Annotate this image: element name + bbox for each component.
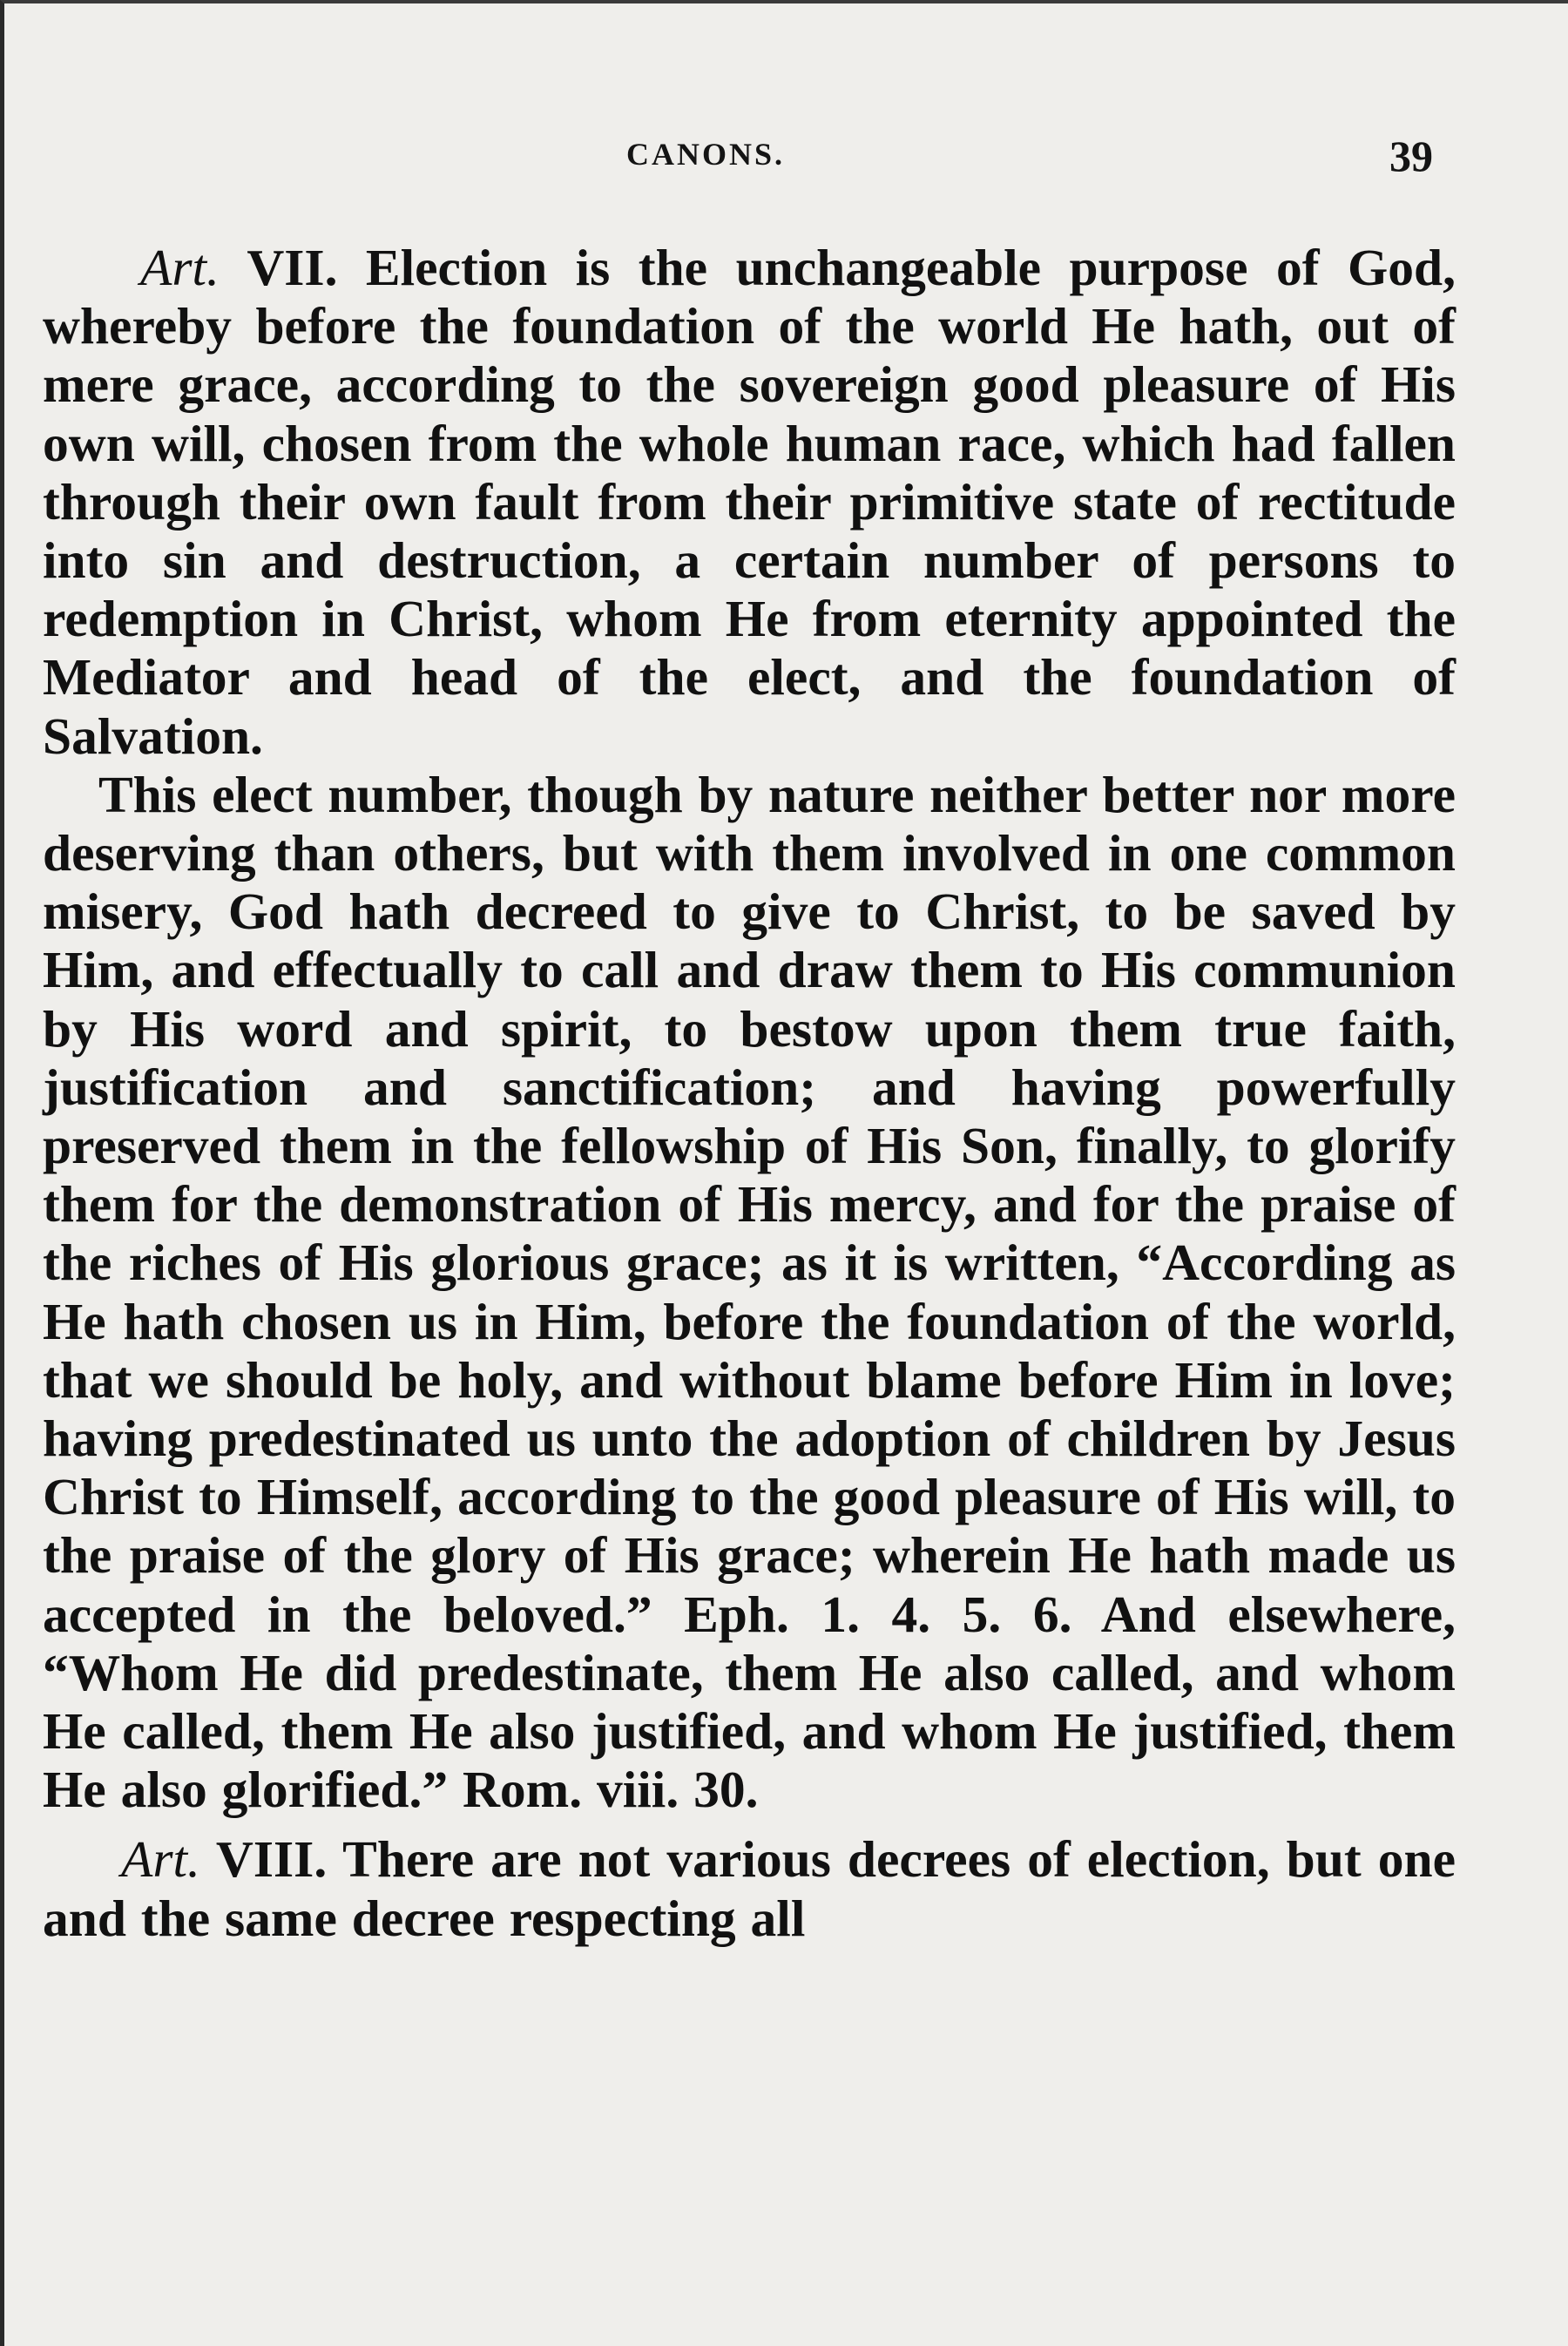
body-text — [43, 239, 1456, 1948]
paragraph-art-7-continued: This elect number, though by nature neither better nor more deserving than others, but with them involved in one common misery, God hath decreed to give to Christ, to be saved by Him, and effectually to call and draw them to His communion by His word and spirit, to bestow upon them true faith, justification and sanctification; and having powerfully preserved them in the fellowship of His Son, finally, to glorify them for the demonstration of His mercy, and for the praise of the riches of His glorious grace; as it is written, “According as He hath chosen us in Him, before the foundation of the world, that we should be holy, and without blame before Him in love; having predestinated us unto the adoption of children by Jesus Christ to Himself, according to the good pleasure of His will, to the praise of the glory of His grace; wherein He hath made us accepted in the beloved.” Eph. 1. 4. 5. 6. And elsewhere, “Whom He did predestinate, them He also called, and whom He called, them He also justified, and whom He justified, them He also glorified.” Rom. viii. 30. — [43, 765, 1456, 1819]
paragraph-art-8 — [43, 1830, 1456, 1947]
paragraph-art-7 — [43, 239, 1456, 766]
page-number: 39 — [1389, 132, 1433, 180]
paragraph-text: VIII. There are not various decrees of election, but one and the same decree respecting all — [43, 1830, 1456, 1947]
article-label: Art. — [121, 1830, 200, 1889]
running-head: CANONS. — [626, 137, 786, 172]
article-label: Art. — [140, 239, 220, 296]
paragraph-text: VII. Election is the unchangeable purpose of God, whereby before the foundation of the world He hath, out of mere grace, according to the sovereign good pleasure of His own will, chosen from the whole human race, which had fallen through their own fault from their primitive state of rectitude into sin and destruction, a certain number of persons to redemption in Christ, whom He from eternity appointed the Mediator and head of the elect, and the foundation of Salvation. — [43, 239, 1456, 765]
page-header — [4, 131, 1568, 183]
